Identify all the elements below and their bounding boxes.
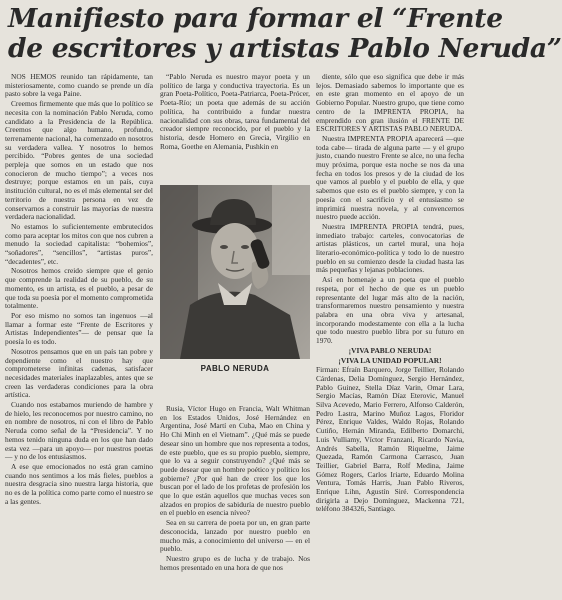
- paragraph: “Pablo Neruda es nuestro mayor poeta y un político de larga y conductiva trayectoria. Es un gran Poeta-Político, Poeta-Patriarca, Poeta-Prócer, Poeta-Río; un poeta que además de su acción política, ha contribuido a fundar nuestra nacionalidad con sus obras, tarea fundamental del creador siempre reconocido, por el pueblo y la historia, desde Homero en Grecia, Virgilio en Roma, Goethe en Alemania, Pushkin en: [160, 72, 310, 151]
- pablo-neruda-photo: [160, 185, 310, 359]
- photo-caption: PABLO NERUDA: [200, 364, 270, 373]
- slogan-viva-unidad-popular: ¡VIVA LA UNIDAD POPULAR!: [338, 355, 442, 365]
- paragraph: Nosotros hemos creido siempre que el genio que comprende la realidad de su pueblo, de su momento, es un artista, es el pueblo, a pesar de que toda su poesía por el momento comprometida totalmente.: [5, 266, 153, 311]
- portrait-image: [160, 185, 310, 359]
- article-headline: [8, 3, 562, 64]
- paragraph: Así en homenaje a un poeta que el pueblo respeta, por el hecho de que es un pueblo representante del lugar más alto de la nación, transformaremos nuestro pensamiento y nuestra palabra en una obra viva y artesanal, incorporando modestamente con ella a la lucha que todo nuestro pueblo libra por su futuro en 1970.: [316, 275, 464, 346]
- paragraph: Creemos firmemente que más que lo político se necesita con la nominación Pablo Neruda, como candidato a la Presidencia de la República. Creemos que algo humano, profundo, terrenamente nacional, ha comenzado en nosotros su verdadera vallea. Y nosotros lo hemos percibido. “Pobres gentes de una sociedad perpleja que somos en un estado que nos conocieron de mucho tiempo”; a veces nos destruye; porque estamos en un país, cuya institución cultural, no es el más elemental ser del territorio de nuestra persona en vez de conservarnos a construir las mayorías de nuestra verdadera nacionalidad.: [5, 99, 153, 222]
- article-column-1: [5, 73, 153, 600]
- paragraph: No estamos lo suficientemente embrutecidos como para aceptar los mitos con que nos cubren a menudo la sociedad capitalista: “bohemios”, “soñadores”, “sencillos”, “artistas puros”, “decadentes”, etc.: [5, 221, 153, 266]
- paragraph: Nosotros pensamos que en un país tan pobre y dependiente como el nuestro hay que comprometerse infinitas cadenas, satisfacer necesidades materiales inaplazables, antes que se creen las verdaderas condiciones para la obra artística.: [5, 346, 153, 400]
- paragraph: Nuestro grupo es de lucha y de trabajo. Nos hemos presentado en una hora de que nos: [160, 553, 310, 572]
- paragraph: diente, sólo que eso significa que debe ir más lejos. Demasiado sabemos lo importante que es en este gran momento en el apoyo de un Gobierno Popular. Nuestro grupo, que tiene como centro de la IMPRENTA PROPIA, ha emprendido con gran ilusión el FRENTE DE ESCRITORES Y ARTISTAS PABLO NERUDA.: [316, 72, 464, 134]
- article-column-2-top: [160, 73, 310, 180]
- paragraph: Por eso mismo no somos tan ingenuos —al llamar a formar este “Frente de Escritores y Artistas Independientes”— de pensar que la poesía lo es todo.: [5, 310, 153, 347]
- paragraph: Rusia, Víctor Hugo en Francia, Walt Whitman en los Estados Unidos, José Hernández en Argentina, José Martí en Cuba, Mao en China y Ho Chi Minh en el Vietnam”. ¿Qué más se puede desear sino un hombre que nos representa a todos, de este pueblo, que es su propio pueblo, siempre, que lo va a seguir construyendo? ¿Qué más se puede desear que un hombre poético y político los gobierne? ¿Por qué han de creer los que los buscan por el lado de los profetas de profesión los que lo que están aquellos que muchas veces son alzados en propios de sabiduría de nuestro pueblo en el pueblo en esencia níveo?: [160, 404, 310, 518]
- slogan-viva-neruda: ¡VIVA PABLO NERUDA!: [348, 345, 432, 355]
- paragraph: Nuestra IMPRENTA PROPIA aparecerá —que toda cabe— tirada de alguna parte — y el grupo justo, cuando nuestro Frente se alce, no una fecha muy próxima, porque esta noche se nos da una fecha en todos los presos y de la ciudad de los que vamos al pueblo y el pueblo de ella, y que sabemos que esto es el pueblo siempre, y con la poesía con el sacrificio y el entusiasmo se imprimirá nuestra novela, y al convencernos nuestro puede acción.: [316, 133, 464, 222]
- signatories-list: Firman: Efraín Barquero, Jorge Teillier, Rolando Cárdenas, Delia Domínguez, Sergio Hernández, Pablo Guinez, Stella Díaz Varin, Omar Lara, Sergio Macías, Ramón Díaz Eterovic, Manuel Silva Acevedo, Mario Ferrero, Alfonso Calderón, Pedro Lastra, Marino Muñoz Lagos, Floridor Pérez, Enrique Valdes, Waldo Rojas, Rolando Cutiño, Hernán Miranda, Edilberto Domarchi, Luis Vulliamy, Víctor Franzani, Ricardo Navia, Andrés Sabella, Ramón Riquelme, Jaime Quezada, Ramón Carmona Carrasco, Juan Teillier, Gabriel Barra, Rolf Medina, Jaime Gómez Rogers, Carlos Iriarte, Eduardo Molina Ventura, Tomás Harris, Juan Pablo Riveros, Enrique Lihn, Agustín Siré. Correspondencia dirigirla a Dejo Domínguez, Mackenna 721, teléfono 384326, Santiago.: [316, 365, 464, 514]
- paragraph: Nuestra IMPRENTA PROPIA tendrá, pues, inmediato trabajo: carteles, convocatorias de artistas plásticos, un cartel mural, una hoja literario-económico-política y todo lo de nuestro pueblo en su comienzo desde la ciudad hasta las más pequeñas y lejanas poblaciones.: [316, 221, 464, 275]
- paragraph: NOS HEMOS reunido tan rápidamente, tan misteriosamente, como cuando se prende un día pasto sobre la vega Paine.: [5, 72, 153, 99]
- paragraph: Cuando nos estabamos muriendo de hambre y de hielo, les reconocemos por nuestro camino, no en nombre de nosotros, ni con el libro de Pablo Neruda como señal de la “Presidencia”. Y no hemos tenido ninguna duda en los que han dado esta vez —para un apoyo— por nuestros poetas — y no de los entusiasmos.: [5, 400, 153, 462]
- headline-line-1: Manifiesto para formar el “Frente: [8, 3, 503, 34]
- paragraph: A ese que emocionados no está gran camino cuando nos sentimos a los más fieles, pueblos a nuestra desgracia sino nuestra larga historia, que no es de la política como parte como el nuestro se a las gentes.: [5, 461, 153, 506]
- paragraph: Sea en su carrera de poeta por un, en gran parte desconocida, lanzado por nuestro pueblo en mucho más, a conocimiento del universo — en el pueblo.: [160, 518, 310, 554]
- headline-line-2: de escritores y artistas Pablo Neruda”: [8, 33, 562, 64]
- article-column-2-bottom: [160, 405, 310, 600]
- article-column-3: [316, 73, 464, 600]
